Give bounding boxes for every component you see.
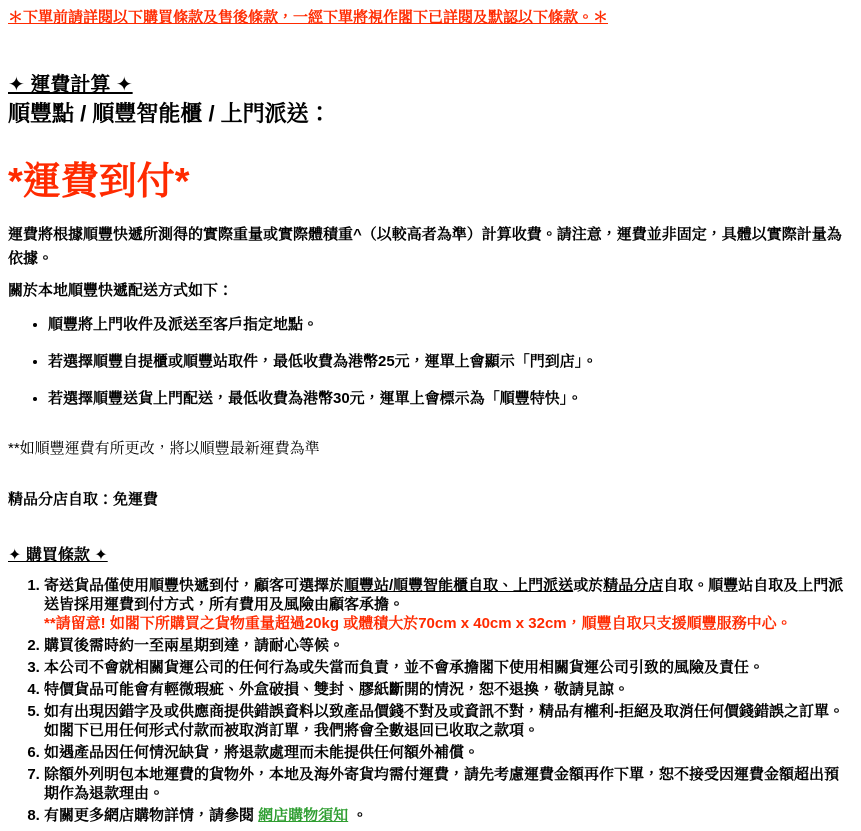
freight-collect-highlight: *運費到付* bbox=[8, 161, 190, 203]
terms-item-3: 3. 本公司不會就相關貨運公司的任何行為或失當而負責，並不會承擔閣下使用相關貨運公司引致的風險及責任。 bbox=[44, 658, 844, 677]
terms-item-7: 7. 除額外列明包本地運費的貨物外，本地及海外寄貨均需付運費，請先考慮運費金額再作下單，恕不接受因運費金額超出預期作為退款理由。 bbox=[44, 765, 844, 803]
terms-item-8 bbox=[44, 806, 844, 825]
delivery-methods-list bbox=[8, 315, 851, 409]
purchase-terms-section-title: ✦ 購買條款 ✦ bbox=[8, 547, 108, 564]
terms-item-1-underlined-boutique: 精品分店 bbox=[603, 577, 664, 594]
terms-item-1-seg3: 或於 bbox=[573, 577, 604, 594]
store-pickup-free-note: 精品分店自取：免運費 bbox=[8, 491, 159, 508]
terms-item-1-size-weight-warning: **請留意! 如閣下所購買之貨物重量超過20kg 或體積大於70cm x 40cm x 32cm，順豐自取只支援順豐服務中心。 bbox=[44, 615, 792, 632]
terms-item-1-seg5: 自取。順豐站自取及上門派送皆採用運費到付方式，所有費用及風險由顧客承擔。 bbox=[44, 577, 844, 613]
fee-change-note: **如順豐運費有所更改，將以順豐最新運費為準 bbox=[8, 440, 320, 457]
purchase-terms-list bbox=[8, 576, 851, 825]
shipping-methods-subtitle: 順豐點 / 順豐智能櫃 / 上門派送： bbox=[8, 101, 331, 126]
terms-item-2: 2. 購買後需時約一至兩星期到達，請耐心等候。 bbox=[44, 636, 844, 655]
delivery-bullet-locker-station: • 若選擇順豐自提櫃或順豐站取件，最低收費為港幣25元，運單上會顯示「門到店」。 bbox=[48, 352, 851, 372]
terms-item-5: 5. 如有出現因錯字及或供應商提供錯誤資料以致產品價錢不對及或資訊不對，精品有權利-拒絕及取消任何價錢錯誤之訂單。如閣下已用任何形式付款而被取消訂單，我們將會全數退回已收取之款項。 bbox=[44, 702, 844, 740]
pre-order-notice-banner: ＊下單前請詳閱以下購買條款及售後條款，一經下單將視作閣下已詳閱及默認以下條款。＊ bbox=[8, 9, 609, 26]
delivery-bullet-door-pickup: • 順豐將上門收件及派送至客戶指定地點。 bbox=[48, 315, 851, 335]
terms-item-1 bbox=[44, 576, 844, 633]
shipping-fee-intro-paragraph: 運費將根據順豐快遞所測得的實際重量或實際體積重^（以較高者為準）計算收費。請注意，運費並非固定，具體以實際計量為依據。 bbox=[8, 226, 842, 267]
terms-item-8-post: 。 bbox=[348, 807, 368, 824]
terms-item-8-pre: 有關更多網店購物詳情，請參閱 bbox=[44, 807, 259, 824]
delivery-bullet-home-delivery: • 若選擇順豐送貨上門配送，最低收費為港幣30元，運單上會標示為「順豐特快」。 bbox=[48, 389, 851, 409]
terms-item-4: 4. 特價貨品可能會有輕微瑕疵、外盒破損、雙封、膠紙斷開的情況，恕不退換，敬請見諒。 bbox=[44, 680, 844, 699]
terms-item-1-underlined-pickup-options: 順豐站/順豐智能櫃自取、上門派送 bbox=[344, 577, 574, 594]
delivery-methods-heading: 關於本地順豐快遞配送方式如下： bbox=[8, 282, 234, 299]
online-shop-guide-link[interactable]: 網店購物須知 bbox=[258, 807, 349, 824]
terms-item-1-seg1: 寄送貨品僅使用順豐快遞到付，顧客可選擇於 bbox=[44, 577, 345, 594]
terms-item-6: 6. 如遇產品因任何情況缺貨，將退款處理而未能提供任何額外補償。 bbox=[44, 743, 844, 762]
shipping-fee-section-title: ✦ 運費計算 ✦ bbox=[8, 74, 133, 96]
